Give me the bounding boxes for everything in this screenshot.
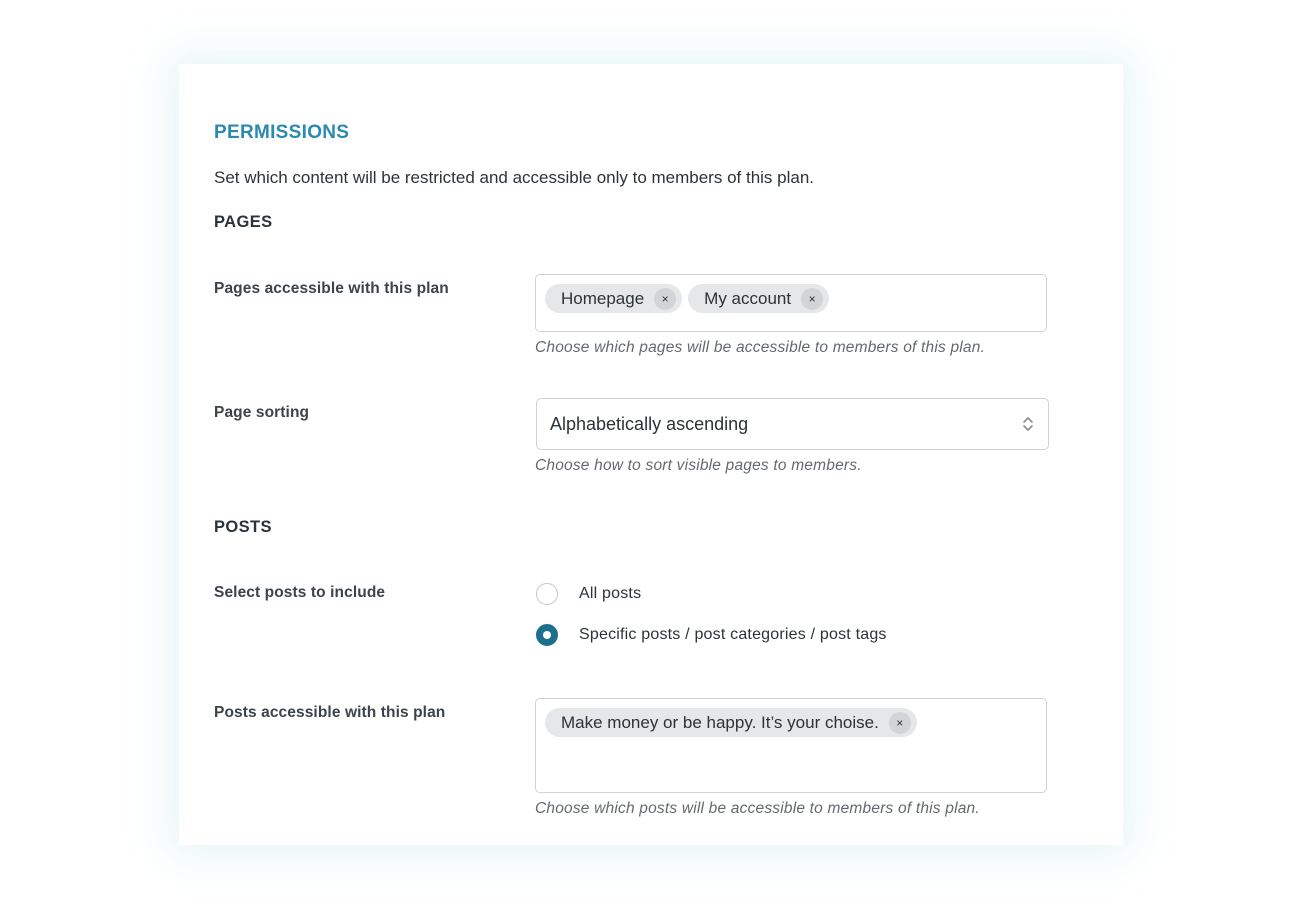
radio-button-checked[interactable] bbox=[536, 624, 558, 646]
post-chip bbox=[545, 708, 917, 737]
page-chip-homepage bbox=[545, 284, 682, 313]
posts-accessible-label: Posts accessible with this plan bbox=[214, 704, 446, 721]
page-chip-my-account bbox=[688, 284, 829, 313]
page-sorting-value: Alphabetically ascending bbox=[550, 413, 749, 434]
chip-label: Homepage bbox=[561, 288, 645, 308]
posts-accessible-help: Choose which posts will be accessible to members of this plan. bbox=[535, 800, 980, 817]
radio-all-posts[interactable] bbox=[536, 583, 641, 605]
radio-specific-posts[interactable] bbox=[536, 624, 887, 646]
pages-heading: PAGES bbox=[214, 213, 273, 231]
permissions-description: Set which content will be restricted and accessible only to members of this plan. bbox=[214, 168, 815, 187]
chevron-up-down-icon bbox=[1022, 414, 1034, 434]
remove-chip-icon[interactable]: × bbox=[889, 712, 911, 734]
page-sorting-select[interactable] bbox=[536, 398, 1049, 450]
pages-accessible-label: Pages accessible with this plan bbox=[214, 280, 449, 297]
remove-chip-icon[interactable]: × bbox=[801, 288, 823, 310]
posts-multiselect[interactable] bbox=[535, 698, 1047, 793]
page-sorting-label: Page sorting bbox=[214, 404, 310, 421]
chip-label: Make money or be happy. It’s your choise. bbox=[561, 712, 879, 732]
remove-chip-icon[interactable]: × bbox=[654, 288, 676, 310]
radio-label-specific-posts: Specific posts / post categories / post tags bbox=[579, 626, 887, 643]
posts-heading: POSTS bbox=[214, 518, 272, 536]
pages-multiselect[interactable] bbox=[535, 274, 1047, 332]
pages-accessible-help: Choose which pages will be accessible to members of this plan. bbox=[535, 339, 986, 356]
page-sorting-help: Choose how to sort visible pages to members. bbox=[535, 457, 862, 474]
select-posts-label: Select posts to include bbox=[214, 584, 386, 601]
chip-label: My account bbox=[704, 288, 792, 308]
radio-label-all-posts: All posts bbox=[579, 585, 642, 602]
radio-button[interactable] bbox=[536, 583, 558, 605]
permissions-title: PERMISSIONS bbox=[214, 122, 350, 143]
permissions-card bbox=[179, 64, 1123, 845]
